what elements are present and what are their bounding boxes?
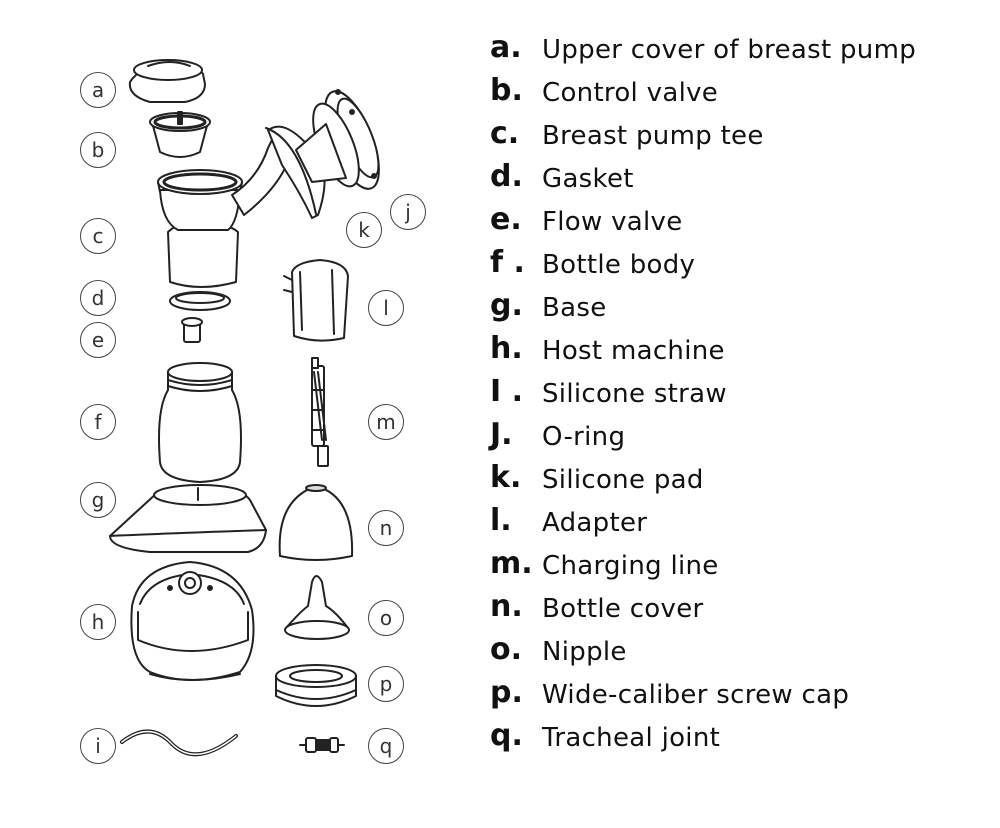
legend-label: Upper cover of breast pump <box>542 35 917 65</box>
legend-letter: b. <box>490 73 523 108</box>
legend-label: Host machine <box>542 336 725 366</box>
legend-letter: f . <box>490 245 525 280</box>
legend-letter: c. <box>490 116 520 151</box>
callout-g: g <box>80 482 116 518</box>
callout-a: a <box>80 72 116 108</box>
legend-letter: k. <box>490 460 522 495</box>
legend-letter: I . <box>490 374 524 409</box>
part-flow-valve <box>182 318 202 342</box>
legend-label: Wide-caliber screw cap <box>542 680 850 710</box>
callout-f: f <box>80 404 116 440</box>
callout-d: d <box>80 280 116 316</box>
legend-label: Nipple <box>542 637 627 667</box>
legend-label: Control valve <box>542 78 719 108</box>
callout-j: j <box>390 194 426 230</box>
legend-label: Flow valve <box>542 207 683 237</box>
callout-b: b <box>80 132 116 168</box>
legend-letter: l. <box>490 503 512 538</box>
part-bottle-cover <box>280 485 352 560</box>
part-silicone-straw <box>122 731 236 754</box>
callout-l: l <box>368 290 404 326</box>
legend-letter: h. <box>490 331 523 366</box>
legend-letter: d. <box>490 159 523 194</box>
legend-letter: e. <box>490 202 522 237</box>
legend-label: O-ring <box>542 422 626 452</box>
part-nipple <box>285 576 349 639</box>
parts-drawing <box>0 0 470 824</box>
part-bottle-body <box>159 363 241 482</box>
callout-o: o <box>368 600 404 636</box>
part-base <box>110 485 266 552</box>
callout-h: h <box>80 604 116 640</box>
callout-q: q <box>368 728 404 764</box>
legend-label: Base <box>542 293 607 323</box>
legend-letter: a. <box>490 30 522 65</box>
legend-label: Tracheal joint <box>542 723 721 753</box>
legend-label: Charging line <box>542 551 719 581</box>
legend-label: Bottle cover <box>542 594 704 624</box>
legend-label: Adapter <box>542 508 648 538</box>
legend-letter: p. <box>490 675 523 710</box>
legend-letter: n. <box>490 589 523 624</box>
part-host-machine <box>131 562 253 680</box>
callout-p: p <box>368 666 404 702</box>
legend-label: Silicone straw <box>542 379 727 409</box>
legend-label: Breast pump tee <box>542 121 764 151</box>
legend-label: Silicone pad <box>542 465 704 495</box>
legend-letter: g. <box>490 288 523 323</box>
callout-m: m <box>368 404 404 440</box>
part-tracheal-joint <box>300 738 344 752</box>
part-gasket <box>170 292 230 310</box>
callout-n: n <box>368 510 404 546</box>
callout-k: k <box>346 212 382 248</box>
legend-label: Bottle body <box>542 250 696 280</box>
legend-label: Gasket <box>542 164 634 194</box>
part-adapter <box>284 260 348 341</box>
callout-i: i <box>80 728 116 764</box>
part-upper-cover <box>130 60 205 102</box>
callout-e: e <box>80 322 116 358</box>
legend-letter: m. <box>490 546 533 581</box>
part-screw-cap <box>276 665 356 706</box>
callout-c: c <box>80 218 116 254</box>
legend-letter: J. <box>490 417 513 452</box>
legend-letter: q. <box>490 718 523 753</box>
part-charging-line <box>312 358 328 466</box>
part-control-valve <box>150 112 210 157</box>
legend-letter: o. <box>490 632 523 667</box>
